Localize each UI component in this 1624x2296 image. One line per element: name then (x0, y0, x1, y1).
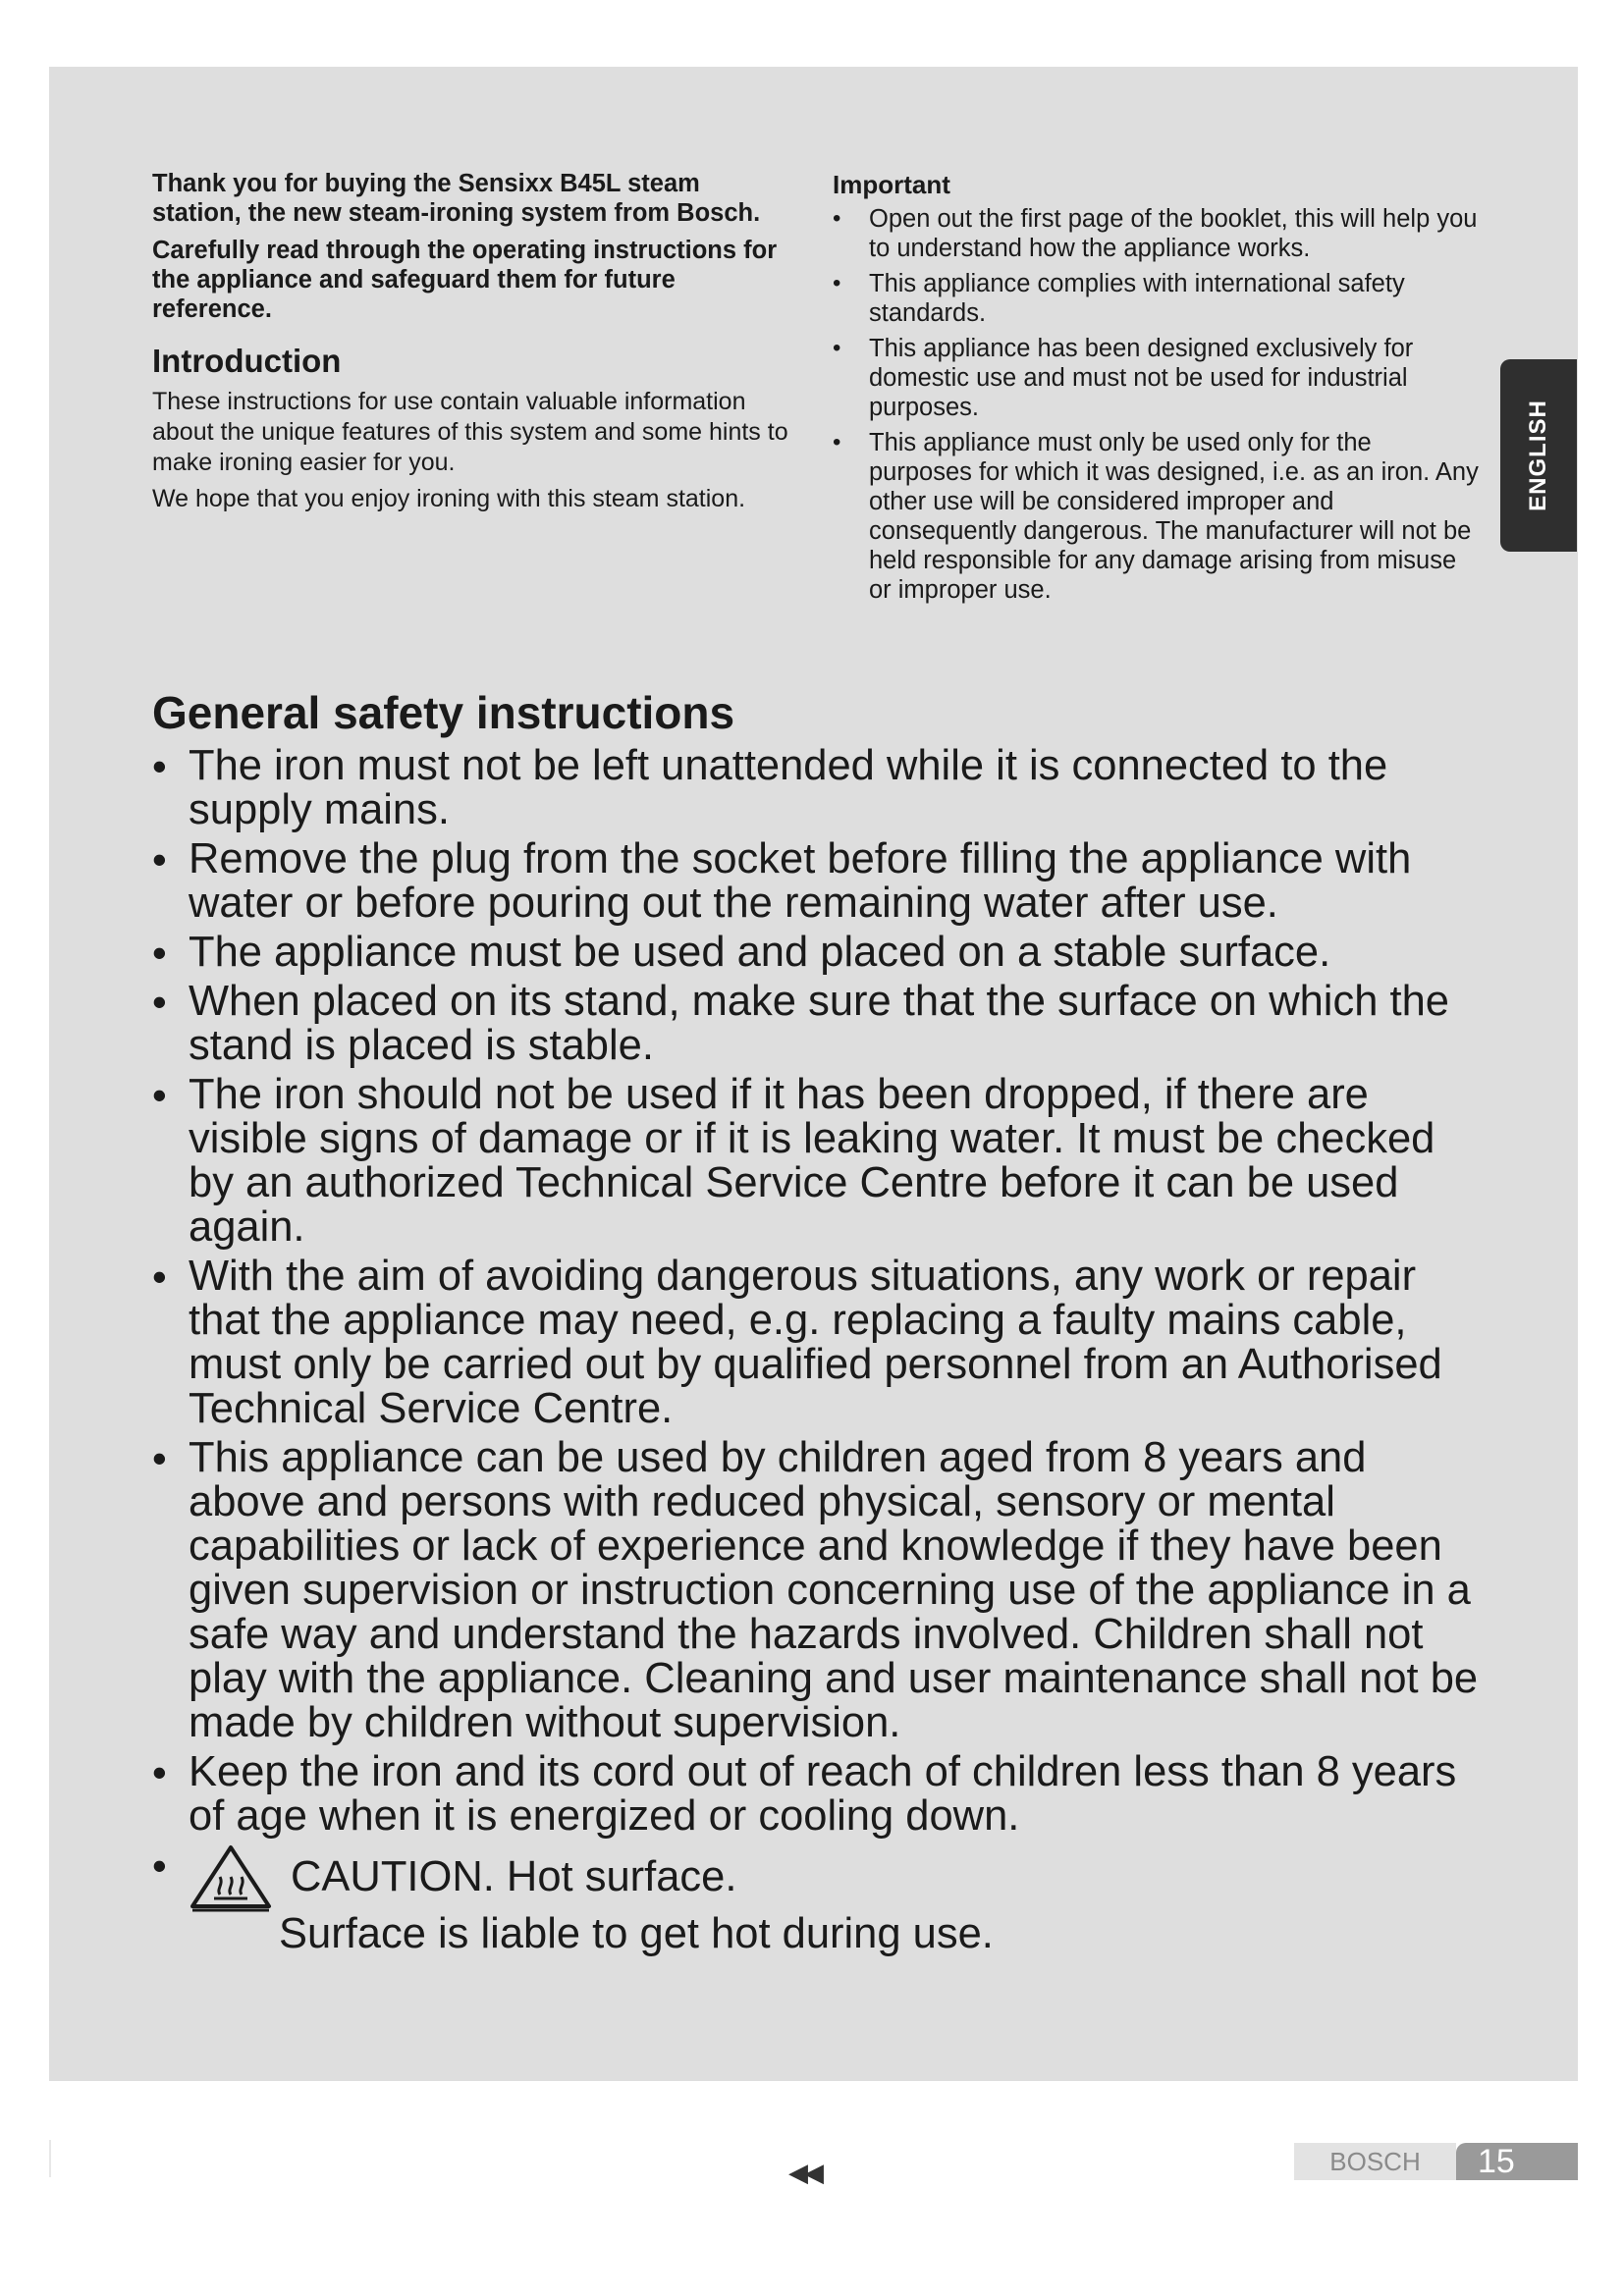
safety-item: • The appliance must be used and placed on a stable surface. (152, 931, 1488, 975)
important-item: • Open out the first page of the booklet, this will help you to understand how the appliance works. (833, 204, 1481, 263)
safety-list (152, 744, 1488, 1956)
safety-item: • Keep the iron and its cord out of reach of children less than 8 years of age when it is energized or cooling down. (152, 1750, 1488, 1839)
introduction-paragraph: These instructions for use contain valuable information about the unique features of this system and some hints to make ironing easier for you. (152, 388, 788, 476)
back-arrows-icon: ◀◀ (788, 2158, 820, 2187)
safety-item: • This appliance can be used by children aged from 8 years and above and persons with reduced physical, sensory or mental capabilities or lack of experience and knowledge if they have been given supervision or instruction concerning use of the appliance in a safe way and understand the hazards involved. Children shall not play with the appliance. Cleaning and user maintenance shall not be made by children without supervision. (152, 1436, 1488, 1745)
footer-divider (49, 2140, 51, 2177)
hot-surface-warning-icon (189, 1843, 273, 1912)
caution-description: Surface is liable to get hot during use. (279, 1910, 994, 1957)
introduction-paragraph: We hope that you enjoy ironing with this steam station. (152, 485, 746, 512)
read-instructions-text: Carefully read through the operating instructions for the appliance and safeguard them for future reference. (152, 237, 778, 323)
intro-column (152, 169, 795, 520)
important-item: • This appliance must only be used only for the purposes for which it was designed, i.e. as an iron. Any other use will be considered improper and consequently dangerous. The manufacturer will not be held responsible for any damage arising from misuse or improper use. (833, 428, 1481, 605)
safety-item: • The iron must not be left unattended while it is connected to the supply mains. (152, 744, 1488, 832)
language-tab-label: ENGLISH (1525, 400, 1551, 511)
safety-heading: General safety instructions (152, 687, 735, 738)
page-number: 15 (1456, 2143, 1578, 2180)
introduction-heading: Introduction (152, 343, 342, 379)
caution-row (189, 1843, 1488, 1912)
important-item: • This appliance has been designed exclusively for domestic use and must not be used for industrial purposes. (833, 334, 1481, 422)
language-tab (1500, 359, 1577, 552)
safety-item: • Remove the plug from the socket before filling the appliance with water or before pouring out the remaining water after use. (152, 837, 1488, 926)
safety-item: • The iron should not be used if it has been dropped, if there are visible signs of damage or if it is leaking water. It must be checked by an authorized Technical Service Centre before it can be used again. (152, 1073, 1488, 1250)
important-heading: Important (833, 170, 950, 199)
safety-item-caution (152, 1843, 1488, 1956)
brand-label: BOSCH (1294, 2143, 1456, 2180)
important-item: • This appliance complies with international safety standards. (833, 269, 1481, 328)
important-column (833, 169, 1481, 611)
caution-title: CAUTION. Hot surface. (291, 1853, 737, 1900)
safety-item: • With the aim of avoiding dangerous situations, any work or repair that the appliance may need, e.g. replacing a faulty mains cable, must only be carried out by qualified personnel from an Authorised Technical Service Centre. (152, 1255, 1488, 1431)
general-safety-section (152, 685, 1488, 1961)
safety-item: • When placed on its stand, make sure that the surface on which the stand is placed is stable. (152, 980, 1488, 1068)
thank-you-text: Thank you for buying the Sensixx B45L steam station, the new steam-ironing system from Bosch. (152, 170, 761, 227)
important-list (833, 204, 1481, 605)
